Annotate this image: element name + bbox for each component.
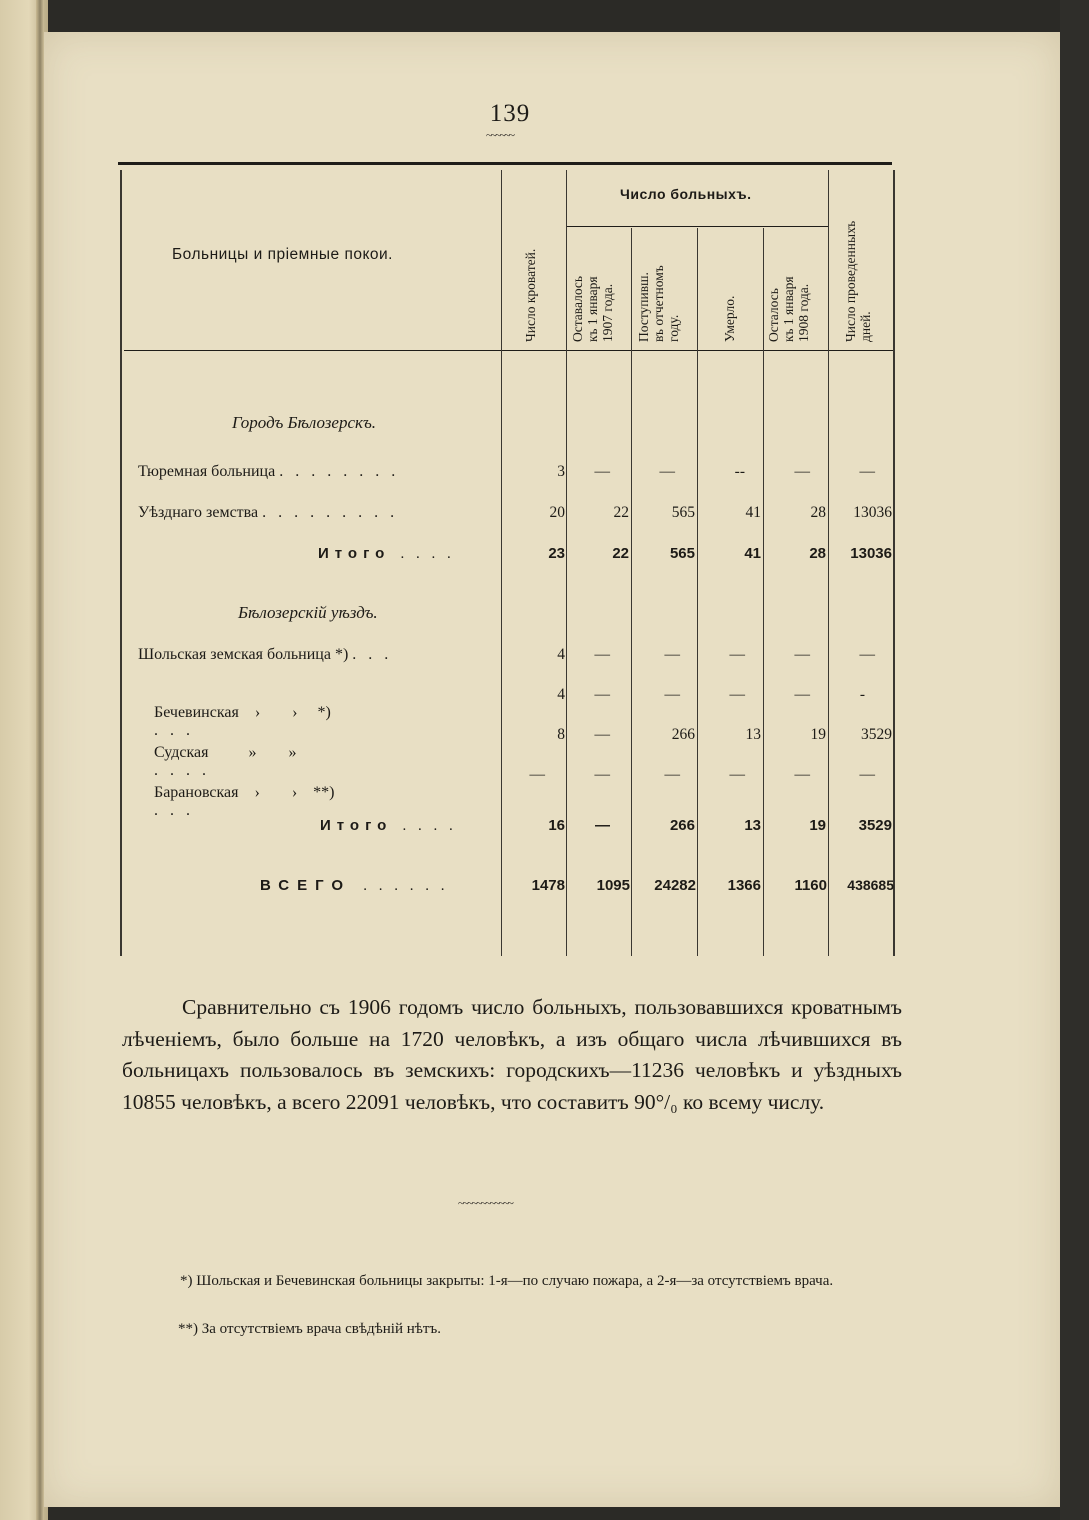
header-days: Число проведенныхъ дней.	[843, 220, 873, 342]
grand-total-label: ВСЕГО . . . . . .	[260, 877, 449, 894]
cell-died: —	[729, 646, 745, 663]
cell-died: 41	[744, 545, 761, 562]
cell-admitted: 266	[669, 817, 695, 834]
table-row-label: Уѣзднаго земства . . . . . . . . .	[138, 504, 399, 521]
table-row-label: Бечевинская › › *) . . .	[154, 704, 331, 739]
table-left-border	[120, 170, 122, 956]
scan-background	[1060, 0, 1089, 1520]
cell-days: 3529	[861, 726, 892, 743]
table-row-label: Шольская земская больница *) . . .	[138, 646, 393, 663]
book-gutter	[36, 0, 44, 1520]
cell-remained-1908: —	[794, 646, 810, 663]
col-divider-died	[697, 228, 698, 956]
cell-days: 3529	[858, 817, 892, 834]
cell-remained-1907: —	[594, 646, 610, 663]
table-row-label: Судская » » . . . .	[154, 744, 297, 779]
cell-admitted: 565	[669, 545, 695, 562]
cell-remained-1908: —	[794, 766, 810, 783]
cell-days: 13036	[850, 545, 892, 562]
table-top-rule	[118, 162, 892, 165]
cell-remained-1907: 22	[612, 545, 629, 562]
cell-died: —	[729, 686, 745, 703]
ornament-divider: ~~~~~~~~~~~~	[458, 1196, 512, 1210]
cell-admitted: —	[664, 766, 680, 783]
ornament-divider: ~~~~~~	[486, 128, 513, 142]
cell-died: --	[734, 463, 745, 480]
header-remained-1908: Осталось къ 1 января 1908 года.	[766, 276, 811, 342]
cell-remained-1907: 1095	[596, 877, 630, 894]
section-title-town: Городъ Бѣлозерскъ.	[232, 413, 377, 432]
section-title-district: Бѣлозерскій уѣздъ.	[238, 603, 378, 622]
cell-remained-1907: —	[594, 766, 610, 783]
cell-beds: 20	[549, 504, 565, 521]
footnote-1: *) Шольская и Бечевинская больницы закрыты: 1-я—по случаю пожара, а 2-я—за отсутствіемъ врача.	[180, 1273, 834, 1289]
col-divider-days	[828, 170, 829, 956]
cell-days: 438685	[847, 877, 894, 893]
cell-remained-1908: 19	[810, 726, 826, 743]
cell-remained-1907: —	[594, 463, 610, 480]
body-paragraph	[122, 992, 902, 1118]
cell-beds: 4	[557, 646, 565, 663]
subtotal-label: Итого . . . .	[320, 817, 457, 834]
cell-remained-1908: —	[794, 463, 810, 480]
cell-admitted: —	[664, 646, 680, 663]
cell-beds: 4	[557, 686, 565, 703]
cell-remained-1908: —	[794, 686, 810, 703]
cell-beds: 16	[548, 817, 565, 834]
cell-remained-1907: —	[594, 726, 610, 743]
col-divider-remained-1908	[763, 228, 764, 956]
cell-beds: —	[529, 766, 545, 783]
cell-days: —	[859, 646, 875, 663]
header-remained-1907: Оставалось къ 1 января 1907 года.	[570, 275, 615, 342]
table-row-label: Барановская › › **) . . .	[154, 784, 335, 819]
cell-remained-1908: 28	[809, 545, 826, 562]
cell-remained-1907: 22	[613, 504, 629, 521]
header-patients-count: Число больныхъ.	[620, 186, 752, 202]
cell-beds: 23	[548, 545, 565, 562]
cell-remained-1908: 28	[810, 504, 826, 521]
cell-remained-1908: 19	[809, 817, 826, 834]
col-divider-beds	[501, 170, 502, 956]
subtotal-label: Итого . . . .	[318, 545, 455, 562]
page-number: 139	[489, 100, 531, 127]
table-right-border	[893, 170, 895, 956]
header-admitted: Поступивш. въ отчетномъ году.	[636, 265, 681, 342]
footnote-2: **) За отсутствіемъ врача свѣдѣній нѣтъ.	[178, 1321, 441, 1337]
cell-admitted: 24282	[654, 877, 696, 894]
group-header-rule	[566, 226, 828, 227]
paragraph-text: Сравнительно съ 1906 годомъ число больныхъ, пользовавшихся кроватнымъ лѣченіемъ, было больше на 1720 человѣкъ, а изъ общаго числа лѣчившихся въ больницахъ пользовалось въ земскихъ: городскихъ—11236 человѣкъ и уѣздныхъ 10855 человѣкъ, а всего 22091 человѣкъ, что составитъ 90°/₀ ко всему числу.	[122, 995, 902, 1114]
header-beds: Число кроватей.	[523, 248, 538, 342]
cell-died: —	[729, 766, 745, 783]
cell-admitted: 565	[671, 504, 695, 521]
cell-beds: 1478	[531, 877, 565, 894]
cell-days: —	[859, 463, 875, 480]
cell-beds: 8	[557, 726, 565, 743]
cell-died: 1366	[727, 877, 761, 894]
header-died: Умерло.	[722, 295, 737, 342]
cell-beds: 3	[557, 463, 565, 480]
header-hospitals: Больницы и пріемные покои.	[172, 246, 393, 263]
cell-remained-1908: 1160	[794, 877, 827, 894]
cell-admitted: —	[664, 686, 680, 703]
cell-remained-1907: —	[594, 686, 610, 703]
cell-days: —	[859, 766, 875, 783]
cell-admitted: —	[659, 463, 675, 480]
table-row-label: Тюремная больница . . . . . . . .	[138, 463, 400, 480]
col-divider-remained	[566, 170, 567, 956]
cell-died: 13	[744, 817, 761, 834]
cell-days: -	[859, 686, 865, 703]
cell-days: 13036	[853, 504, 892, 521]
cell-died: 13	[745, 726, 761, 743]
col-divider-admitted	[631, 228, 632, 956]
table-header-rule	[124, 350, 894, 351]
cell-admitted: 266	[671, 726, 695, 743]
cell-remained-1907: —	[595, 817, 610, 834]
cell-died: 41	[745, 504, 761, 521]
